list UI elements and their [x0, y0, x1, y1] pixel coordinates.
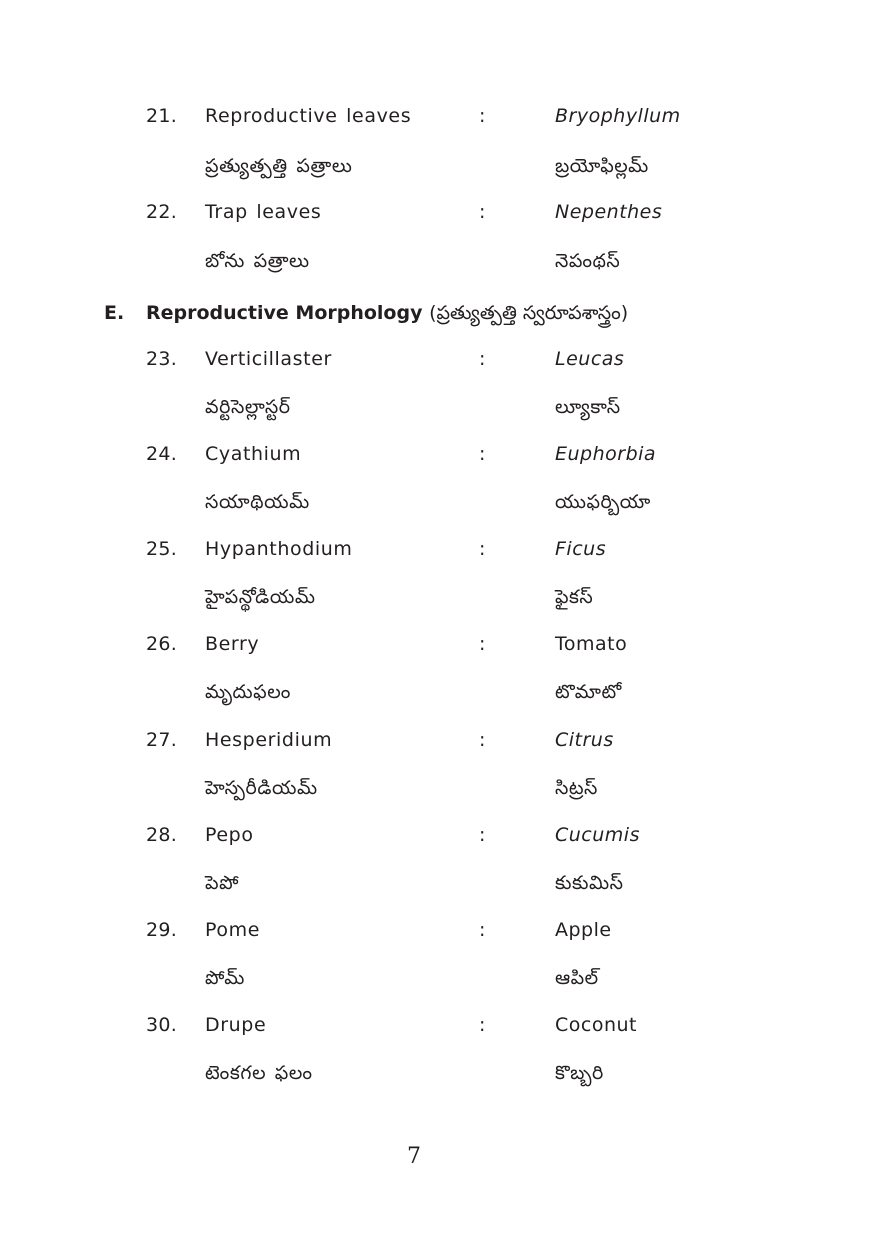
- entry-example: Tomato: [555, 633, 628, 655]
- entry-example: Nepenthes: [555, 201, 663, 223]
- page-number: 7: [407, 1144, 421, 1169]
- section-title: [146, 302, 628, 329]
- entry-number: 25.: [146, 538, 178, 560]
- entry-example: Leucas: [555, 348, 625, 370]
- entry-telugu-row: [0, 396, 875, 430]
- entry-number: 28.: [146, 824, 178, 846]
- entry-example-telugu: కుకుమిస్: [555, 872, 624, 894]
- entry-example-telugu: ఆపిల్: [555, 967, 599, 989]
- entry-telugu-row: [0, 777, 875, 811]
- separator-colon: :: [479, 919, 486, 941]
- entry-telugu-row: [0, 967, 875, 1001]
- entry-row: [0, 1014, 875, 1048]
- entry-example: Euphorbia: [555, 443, 657, 465]
- entry-term: Berry: [205, 633, 260, 655]
- entry-telugu-row: [0, 1062, 875, 1096]
- entry-example-telugu: యుఫర్బియా: [555, 491, 651, 513]
- entry-term-telugu: ప్రత్యుత్పత్తి పత్రాలు: [205, 155, 353, 177]
- entry-number: 24.: [146, 443, 178, 465]
- entry-term-telugu: మృదుఫలం: [205, 681, 291, 703]
- entry-number: 21.: [146, 105, 178, 127]
- entry-row: [0, 824, 875, 858]
- entry-number: 27.: [146, 729, 178, 751]
- entry-example: Cucumis: [555, 824, 640, 846]
- section-heading: [0, 302, 875, 336]
- entry-example: Coconut: [555, 1014, 637, 1036]
- entry-term-telugu: పెపో: [205, 872, 240, 894]
- entry-term: Pome: [205, 919, 261, 941]
- entry-telugu-row: [0, 250, 875, 284]
- section-title-english: Reproductive Morphology: [146, 302, 423, 324]
- entry-example: Apple: [555, 919, 612, 941]
- entry-example-telugu: నెపంథస్: [555, 250, 621, 272]
- entry-row: [0, 538, 875, 572]
- entry-row: [0, 348, 875, 382]
- separator-colon: :: [479, 538, 486, 560]
- entry-term-telugu: బోను పత్రాలు: [205, 250, 310, 272]
- separator-colon: :: [479, 633, 486, 655]
- entry-term-telugu: సయాథియమ్: [205, 491, 310, 513]
- separator-colon: :: [479, 348, 486, 370]
- entry-number: 22.: [146, 201, 178, 223]
- entry-telugu-row: [0, 681, 875, 715]
- entry-term: Hesperidium: [205, 729, 333, 751]
- entry-term-telugu: టెంకగల ఫలం: [205, 1062, 313, 1084]
- separator-colon: :: [479, 729, 486, 751]
- entry-number: 23.: [146, 348, 178, 370]
- entry-telugu-row: [0, 491, 875, 525]
- entry-term-telugu: హైపన్థోడియమ్: [205, 586, 316, 608]
- entry-term-telugu: వర్టిసెల్లాస్టర్: [205, 396, 291, 418]
- section-letter: E.: [104, 302, 125, 324]
- entry-row: [0, 201, 875, 235]
- separator-colon: :: [479, 1014, 486, 1036]
- entry-example-telugu: టొమాటో: [555, 681, 622, 703]
- entry-row: [0, 919, 875, 953]
- separator-colon: :: [479, 105, 486, 127]
- separator-colon: :: [479, 824, 486, 846]
- entry-telugu-row: [0, 586, 875, 620]
- separator-colon: :: [479, 443, 486, 465]
- entry-term: Trap leaves: [205, 201, 322, 223]
- entry-example-telugu: ల్యూకాస్: [555, 396, 621, 418]
- entry-term: Verticillaster: [205, 348, 332, 370]
- entry-term: Drupe: [205, 1014, 267, 1036]
- entry-row: [0, 105, 875, 139]
- entry-telugu-row: [0, 872, 875, 906]
- entry-row: [0, 729, 875, 763]
- entry-example: Citrus: [555, 729, 614, 751]
- separator-colon: :: [479, 201, 486, 223]
- entry-term-telugu: పోమ్: [205, 967, 245, 989]
- entry-example: Bryophyllum: [555, 105, 681, 127]
- entry-example-telugu: ఫైకస్: [555, 586, 594, 608]
- entry-term: Hypanthodium: [205, 538, 353, 560]
- entry-example-telugu: కొబ్బరి: [555, 1062, 604, 1084]
- entry-example: Ficus: [555, 538, 607, 560]
- entry-number: 30.: [146, 1014, 178, 1036]
- entry-term: Reproductive leaves: [205, 105, 412, 127]
- entry-row: [0, 443, 875, 477]
- entry-example-telugu: సిట్రస్: [555, 777, 598, 799]
- entry-term: Cyathium: [205, 443, 302, 465]
- entry-row: [0, 633, 875, 667]
- entry-number: 26.: [146, 633, 178, 655]
- entry-telugu-row: [0, 155, 875, 189]
- entry-term-telugu: హెస్పరీడియమ్: [205, 777, 318, 799]
- entry-term: Pepo: [205, 824, 254, 846]
- entry-number: 29.: [146, 919, 178, 941]
- entry-example-telugu: బ్రయోఫిల్లమ్: [555, 155, 649, 177]
- section-title-telugu: (ప్రత్యుత్పత్తి స్వరూపశాస్త్రం): [429, 302, 629, 324]
